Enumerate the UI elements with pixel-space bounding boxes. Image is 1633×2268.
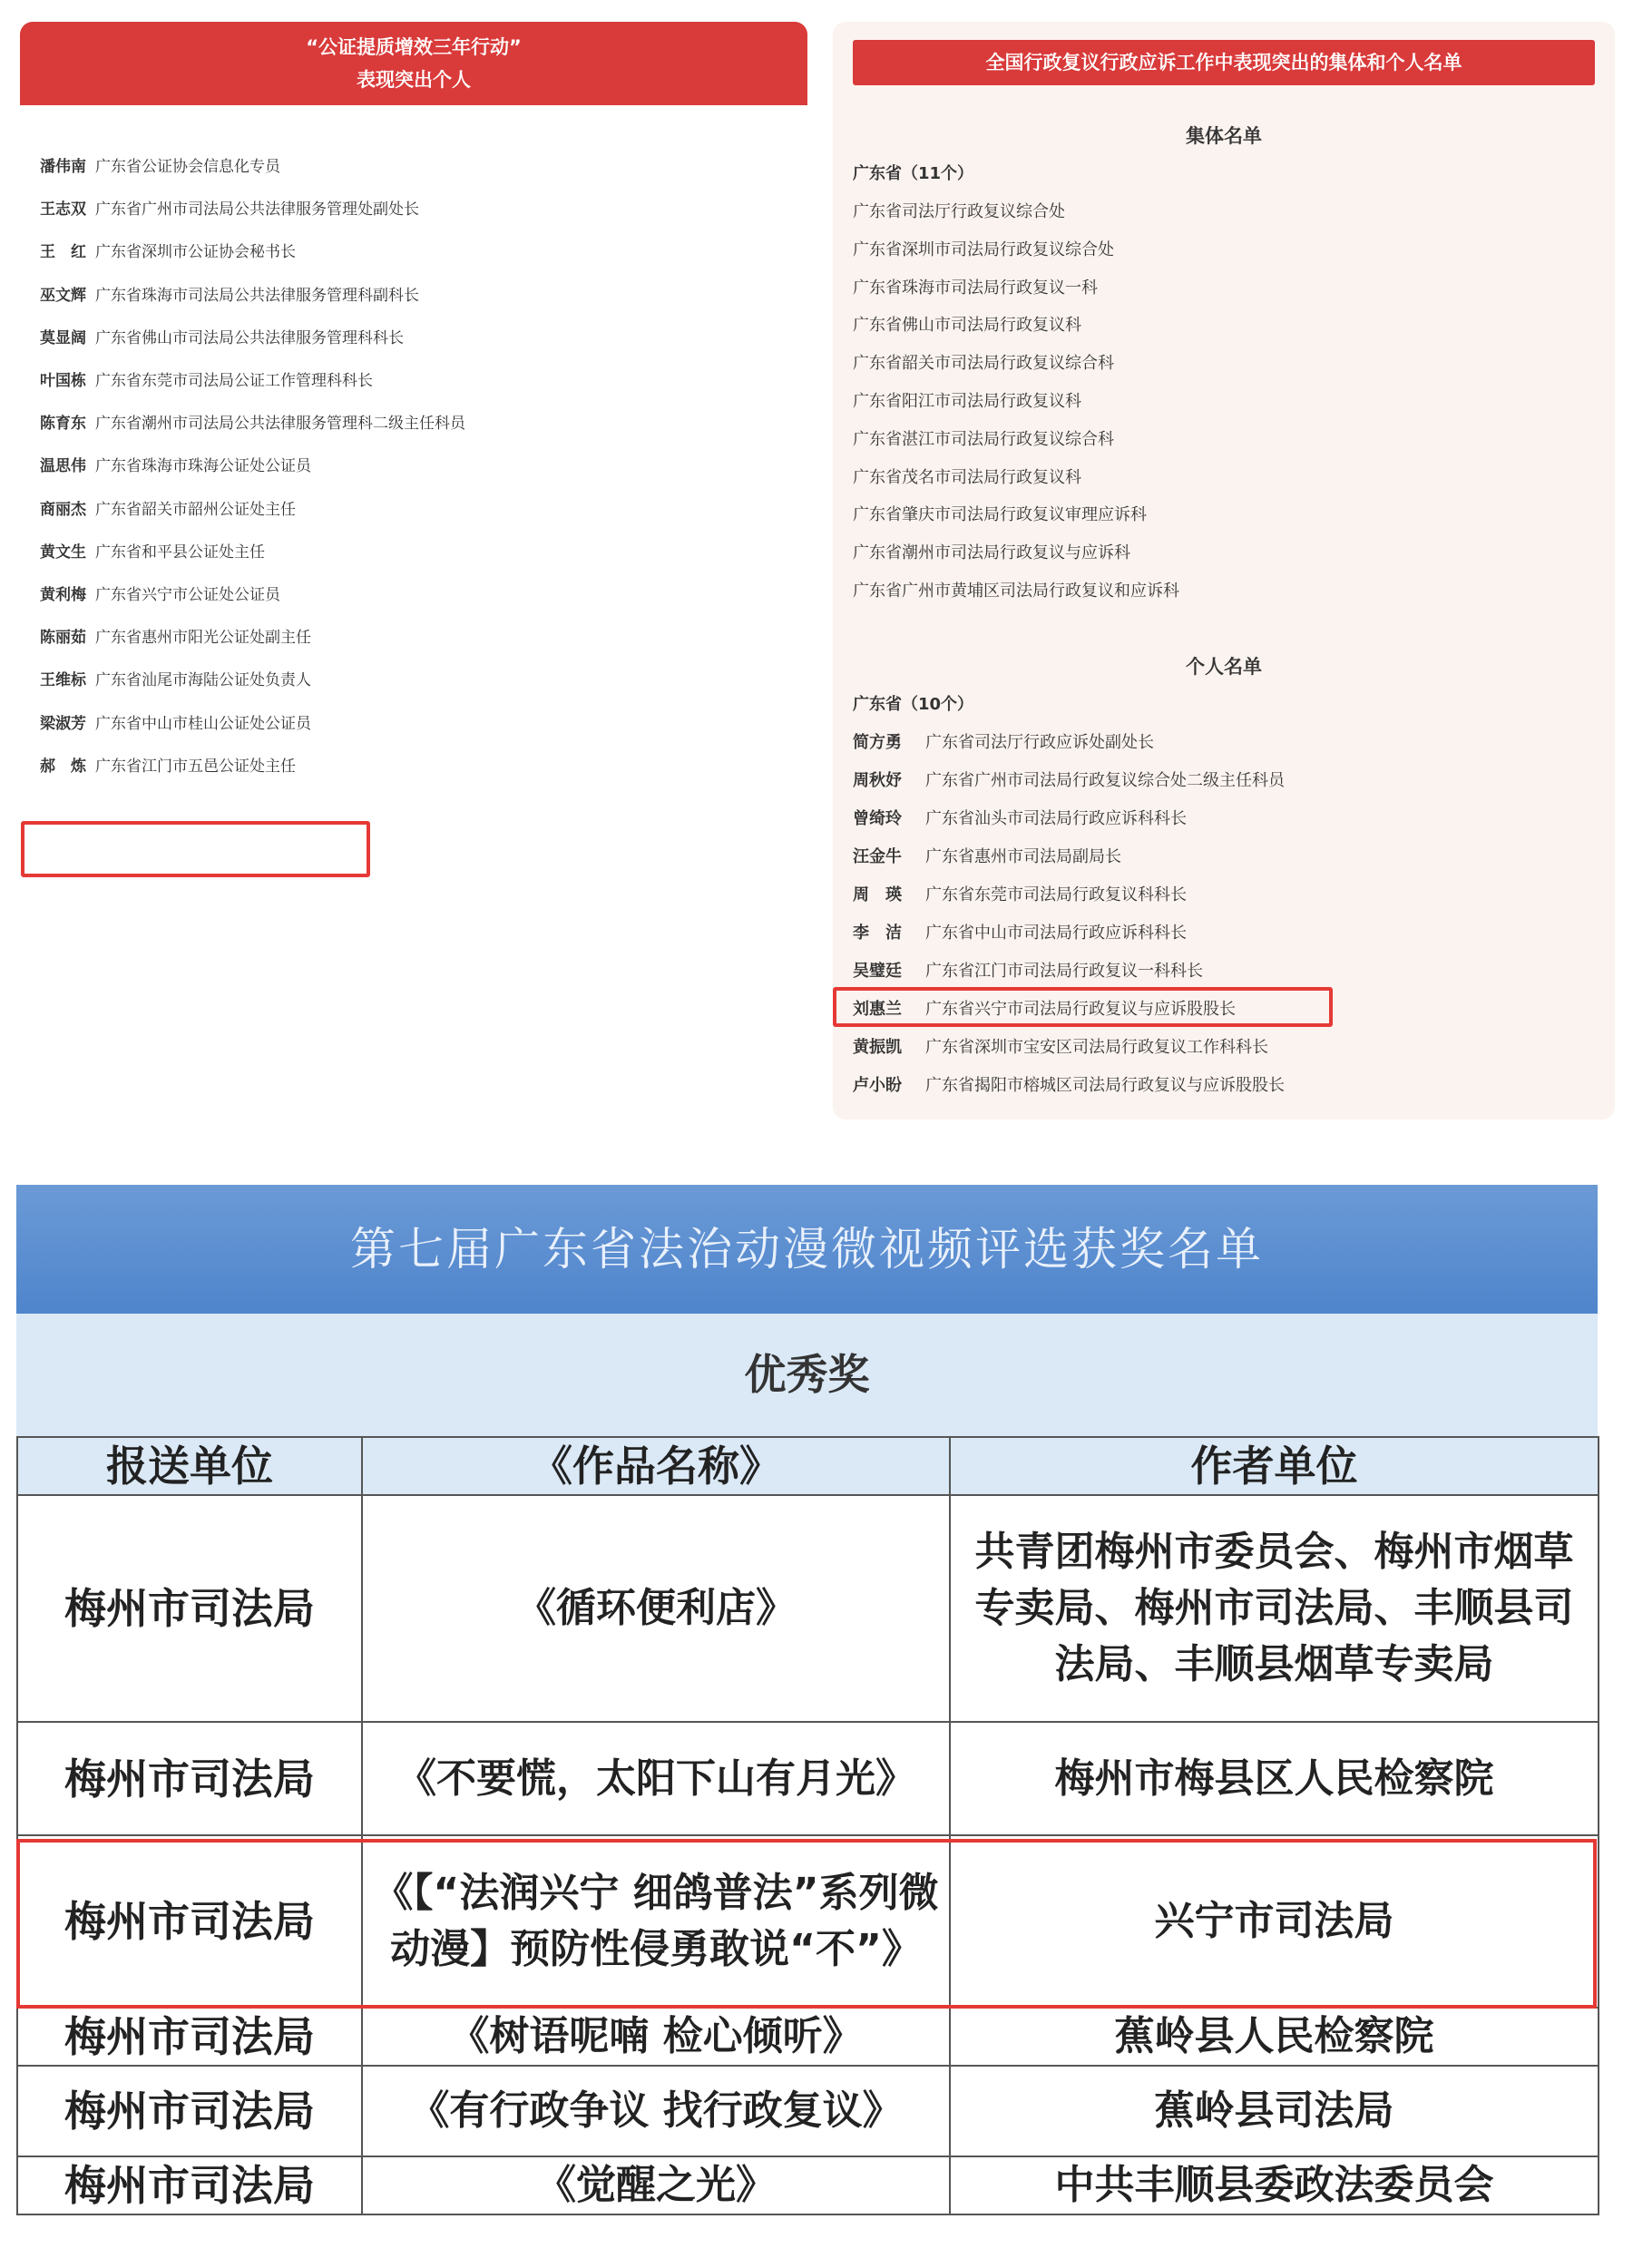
person-name: 温思伟 — [40, 457, 86, 476]
individual-item — [853, 953, 1203, 990]
person-name: 郝 炼 — [40, 757, 86, 776]
person-position: 广东省揭阳市榕城区司法局行政复议与应诉股股长 — [925, 1076, 1285, 1095]
award-table-row — [17, 1495, 1599, 1722]
award-table-row — [17, 1722, 1599, 1835]
person-name: 曾绮玲 — [853, 809, 902, 828]
person-position: 广东省司法厅行政应诉处副处长 — [925, 733, 1154, 752]
left-list-item — [40, 748, 296, 785]
person-position: 广东省中山市司法局行政应诉科科长 — [925, 924, 1187, 943]
person-position: 广东省深圳市宝安区司法局行政复议工作科科长 — [925, 1038, 1268, 1057]
individual-item — [853, 1030, 1268, 1066]
author-unit-cell: 兴宁市司法局 — [950, 1835, 1599, 2008]
work-title-cell: 《觉醒之光》 — [362, 2156, 950, 2214]
person-name: 陈丽茹 — [40, 629, 86, 648]
person-position: 广东省和平县公证处主任 — [95, 543, 265, 562]
person-name: 卢小盼 — [853, 1076, 902, 1095]
author-unit-cell: 蕉岭县司法局 — [950, 2066, 1599, 2156]
individual-item — [853, 725, 1154, 761]
person-position: 广东省珠海市司法局公共法律服务管理科副科长 — [95, 286, 419, 305]
award-table — [16, 1436, 1599, 2215]
collective-item: 广东省佛山市司法局行政复议科 — [853, 316, 1081, 336]
author-unit-cell: 中共丰顺县委政法委员会 — [950, 2156, 1599, 2214]
person-name: 潘伟南 — [40, 158, 86, 176]
left-list-item — [40, 234, 296, 270]
award-subtitle: 优秀奖 — [16, 1314, 1598, 1436]
person-name: 王志双 — [40, 200, 86, 220]
person-name: 黄利梅 — [40, 586, 86, 604]
left-list-item — [40, 191, 419, 228]
person-position: 广东省珠海市珠海公证处公证员 — [95, 457, 311, 476]
left-list-item — [40, 662, 311, 699]
column-header-author: 作者单位 — [950, 1437, 1599, 1495]
collective-item: 广东省茂名市司法局行政复议科 — [853, 467, 1081, 487]
left-highlight-box — [21, 821, 370, 877]
left-list-item — [40, 363, 373, 399]
work-title-cell: 《有行政争议 找行政复议》 — [362, 2066, 950, 2156]
person-name: 刘惠兰 — [853, 1000, 902, 1019]
person-position: 广东省兴宁市公证处公证员 — [95, 586, 280, 604]
collective-item: 广东省韶关市司法局行政复议综合科 — [853, 354, 1114, 374]
person-position: 广东省佛山市司法局公共法律服务管理科科长 — [95, 328, 404, 347]
person-position: 广东省江门市司法局行政复议一科科长 — [925, 962, 1203, 981]
person-position: 广东省广州市司法局行政复议综合处二级主任科员 — [925, 771, 1285, 790]
author-unit-cell: 共青团梅州市委员会、梅州市烟草专卖局、梅州市司法局、丰顺县司法局、丰顺县烟草专卖局 — [950, 1495, 1599, 1722]
outstanding-individuals-panel — [20, 22, 807, 1130]
award-title: 第七届广东省法治动漫微视频评选获奖名单 — [16, 1185, 1598, 1314]
person-position: 广东省东莞市司法局行政复议科科长 — [925, 885, 1187, 904]
person-name: 陈育东 — [40, 415, 86, 434]
administrative-review-panel — [833, 22, 1615, 1119]
left-title-line1: “公证提质增效三年行动” — [306, 36, 522, 58]
left-list-item — [40, 706, 311, 742]
author-unit-cell: 梅州市梅县区人民检察院 — [950, 1722, 1599, 1835]
submitting-unit-cell: 梅州市司法局 — [17, 2156, 362, 2214]
person-position: 广东省广州市司法局公共法律服务管理处副处长 — [95, 200, 419, 220]
author-unit-cell: 蕉岭县人民检察院 — [950, 2008, 1599, 2066]
person-name: 王 红 — [40, 243, 86, 262]
collective-item: 广东省肇庆市司法局行政复议审理应诉科 — [853, 505, 1147, 525]
person-position: 广东省惠州市阳光公证处副主任 — [95, 629, 311, 648]
award-table-row — [17, 2066, 1599, 2156]
left-list-item — [40, 620, 311, 656]
person-position: 广东省汕头市司法局行政应诉科科长 — [925, 809, 1187, 828]
person-name: 周秋妤 — [853, 771, 902, 790]
person-position: 广东省东莞市司法局公证工作管理科科长 — [95, 372, 373, 390]
collective-item: 广东省广州市黄埔区司法局行政复议和应诉科 — [853, 582, 1179, 601]
submitting-unit-cell: 梅州市司法局 — [17, 1495, 362, 1722]
work-title-cell: 《循环便利店》 — [362, 1495, 950, 1722]
column-header-unit: 报送单位 — [17, 1437, 362, 1495]
left-panel-header — [20, 22, 807, 105]
person-name: 商丽杰 — [40, 500, 86, 519]
person-position: 广东省潮州市司法局公共法律服务管理科二级主任科员 — [95, 415, 465, 434]
individual-section-title: 个人名单 — [1186, 656, 1262, 678]
left-title-line2: 表现突出个人 — [357, 69, 471, 91]
award-list-section — [16, 1149, 1598, 2246]
right-highlight-box — [833, 987, 1333, 1027]
submitting-unit-cell: 梅州市司法局 — [17, 1835, 362, 2008]
collective-section-title: 集体名单 — [1186, 125, 1262, 147]
person-name: 吴璧廷 — [853, 962, 902, 981]
collective-item: 广东省珠海市司法局行政复议一科 — [853, 278, 1098, 298]
collective-item: 广东省司法厅行政复议综合处 — [853, 202, 1065, 221]
person-position: 广东省韶关市韶州公证处主任 — [95, 500, 296, 519]
left-list-item — [40, 492, 296, 528]
person-name: 汪金牛 — [853, 847, 902, 866]
left-list-item — [40, 577, 280, 613]
person-name: 简方勇 — [853, 733, 902, 752]
collective-province: 广东省（11个） — [853, 164, 974, 183]
individual-item — [853, 839, 1121, 875]
submitting-unit-cell: 梅州市司法局 — [17, 2008, 362, 2066]
award-table-header-row — [17, 1437, 1599, 1495]
person-position: 广东省公证协会信息化专员 — [95, 158, 280, 176]
right-panel-header: 全国行政复议行政应诉工作中表现突出的集体和个人名单 — [853, 40, 1595, 85]
person-position: 广东省深圳市公证协会秘书长 — [95, 243, 296, 262]
submitting-unit-cell: 梅州市司法局 — [17, 2066, 362, 2156]
left-list-item — [40, 278, 419, 314]
person-position: 广东省中山市桂山公证处公证员 — [95, 714, 311, 733]
person-name: 梁淑芳 — [40, 714, 86, 733]
collective-item: 广东省湛江市司法局行政复议综合科 — [853, 429, 1114, 449]
collective-item: 广东省深圳市司法局行政复议综合处 — [853, 240, 1114, 259]
person-name: 王维标 — [40, 671, 86, 690]
person-position: 广东省江门市五邑公证处主任 — [95, 757, 296, 776]
person-name: 李 洁 — [853, 924, 902, 943]
award-table-row — [17, 2008, 1599, 2066]
individual-item — [853, 915, 1187, 952]
person-name: 巫文辉 — [40, 286, 86, 305]
left-list-item — [40, 320, 404, 357]
individual-item — [853, 1068, 1285, 1104]
left-list-item — [40, 149, 280, 185]
person-position: 广东省兴宁市司法局行政复议与应诉股股长 — [925, 1000, 1236, 1019]
individual-item — [853, 801, 1187, 837]
collective-item: 广东省阳江市司法局行政复议科 — [853, 392, 1081, 411]
work-title-cell: 《【“法润兴宁 细鸽普法”系列微动漫】预防性侵勇敢说“不”》 — [362, 1835, 950, 2008]
left-list-item — [40, 406, 465, 442]
individual-item — [853, 877, 1187, 914]
award-table-row — [17, 2156, 1599, 2214]
work-title-cell: 《不要慌，太阳下山有月光》 — [362, 1722, 950, 1835]
individual-item — [853, 763, 1285, 799]
person-position: 广东省惠州市司法局副局长 — [925, 847, 1121, 866]
table-highlight-box — [16, 1839, 1597, 2009]
person-name: 黄振凯 — [853, 1038, 902, 1057]
left-list-item — [40, 534, 265, 571]
left-list-item — [40, 448, 311, 484]
submitting-unit-cell: 梅州市司法局 — [17, 1722, 362, 1835]
collective-item: 广东省潮州市司法局行政复议与应诉科 — [853, 543, 1130, 563]
person-position: 广东省汕尾市海陆公证处负责人 — [95, 671, 311, 690]
person-name: 叶国栋 — [40, 372, 86, 390]
person-name: 黄文生 — [40, 543, 86, 562]
individual-province: 广东省（10个） — [853, 695, 974, 714]
person-name: 周 瑛 — [853, 885, 902, 904]
work-title-cell: 《树语呢喃 检心倾听》 — [362, 2008, 950, 2066]
person-name: 莫显阔 — [40, 328, 86, 347]
column-header-work: 《作品名称》 — [362, 1437, 950, 1495]
